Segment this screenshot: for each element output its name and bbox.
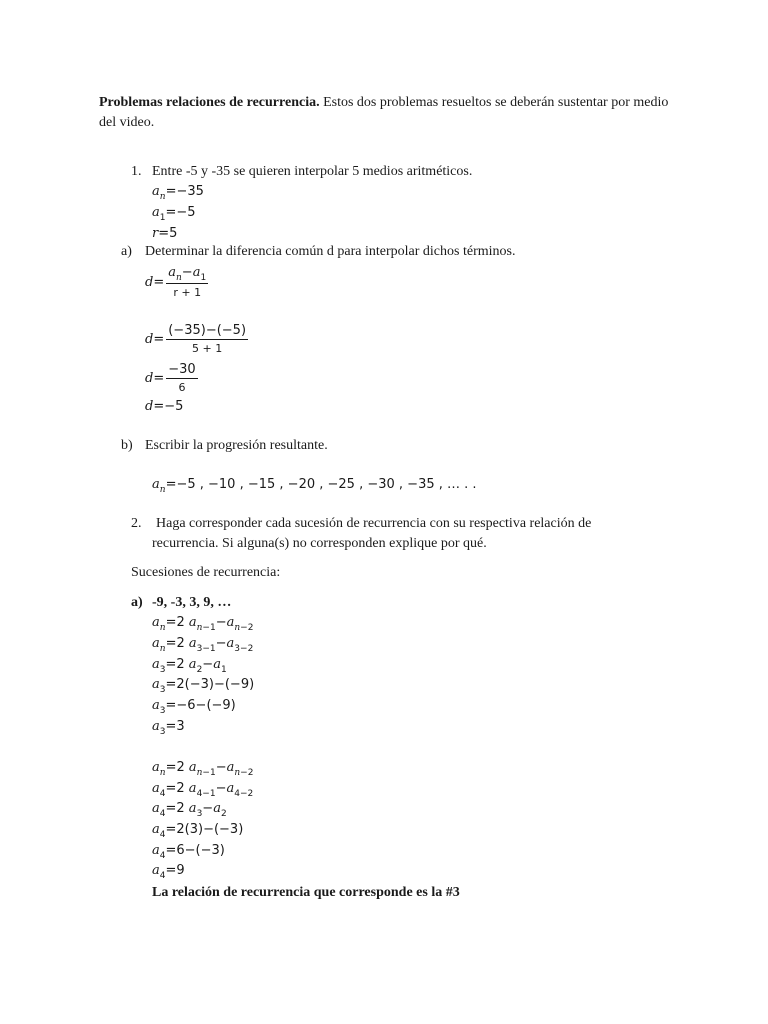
eq-a3-2: $a_n=2$ $a_{3-1}-a_{3-2}$ xyxy=(152,636,254,654)
eq-a4-2: $a_4=2$ $a_{4-1}-a_{4-2}$ xyxy=(152,781,254,799)
intro-text: Estos dos problemas resueltos se deberán sustentar por medio del video. xyxy=(99,95,669,130)
part-a-text: Determinar la diferencia común d para interpolar dichos términos. xyxy=(145,244,516,259)
eq-a4-6: $a_4=9$ xyxy=(152,863,185,881)
part-b-label: b) xyxy=(121,438,133,453)
given-a1: $a_1=-5$ xyxy=(152,205,196,223)
problem-1-number: 1. xyxy=(131,164,142,179)
formula-d-general: d= $\frac{a_n-a_1}{r + 1}$ xyxy=(145,265,207,299)
subtitle: Sucesiones de recurrencia: xyxy=(131,565,281,580)
formula-d-simplified: d= $\frac{-30}{6}$ xyxy=(145,362,196,394)
part-2a-sequence: -9, -3, 3, 9, … xyxy=(152,595,232,610)
eq-a3-3: $a_3=2$ $a_2-a_1$ xyxy=(152,657,227,675)
eq-a3-5: $a_3=-6-(-9)$ xyxy=(152,698,236,716)
intro-bold: Problemas relaciones de recurrencia. xyxy=(99,95,320,110)
eq-a4-3: $a_4=2$ $a_3-a_2$ xyxy=(152,801,227,819)
formula-d-result: d=−5 xyxy=(145,399,184,414)
eq-a3-1: $a_n=2$ $a_{n-1}-a_{n-2}$ xyxy=(152,615,254,633)
progression: $a_n=-5$ , −10 , −15 , −20 , −25 , −30 , −35 , … . . xyxy=(152,477,477,495)
eq-a3-6: $a_3=3$ xyxy=(152,719,185,737)
part-a-label: a) xyxy=(121,244,132,259)
eq-a4-5: $a_4=6-(-3)$ xyxy=(152,843,225,861)
formula-d-substituted: d= $\frac{(-35)-(-5)}{5 + 1}$ xyxy=(145,323,247,355)
intro-paragraph xyxy=(99,93,669,133)
conclusion: La relación de recurrencia que corresponde es la #3 xyxy=(152,885,460,900)
part-b-text: Escribir la progresión resultante. xyxy=(145,438,328,453)
given-an: $a_n=-35$ xyxy=(152,184,204,202)
part-2a-label: a) xyxy=(131,595,143,610)
eq-a3-4: $a_3=2(-3)-(-9)$ xyxy=(152,677,255,695)
problem-2-number: 2. xyxy=(131,516,142,531)
problem-2-statement-2: recurrencia. Si alguna(s) no corresponden explique por qué. xyxy=(152,536,487,551)
problem-1-statement: Entre -5 y -35 se quieren interpolar 5 medios aritméticos. xyxy=(152,164,473,179)
given-r: r=5 xyxy=(152,226,178,241)
eq-a4-4: $a_4=2(3)-(-3)$ xyxy=(152,822,244,840)
problem-2-statement-1: Haga corresponder cada sucesión de recurrencia con su respectiva relación de xyxy=(156,516,592,531)
eq-a4-1: $a_n=2$ $a_{n-1}-a_{n-2}$ xyxy=(152,760,254,778)
